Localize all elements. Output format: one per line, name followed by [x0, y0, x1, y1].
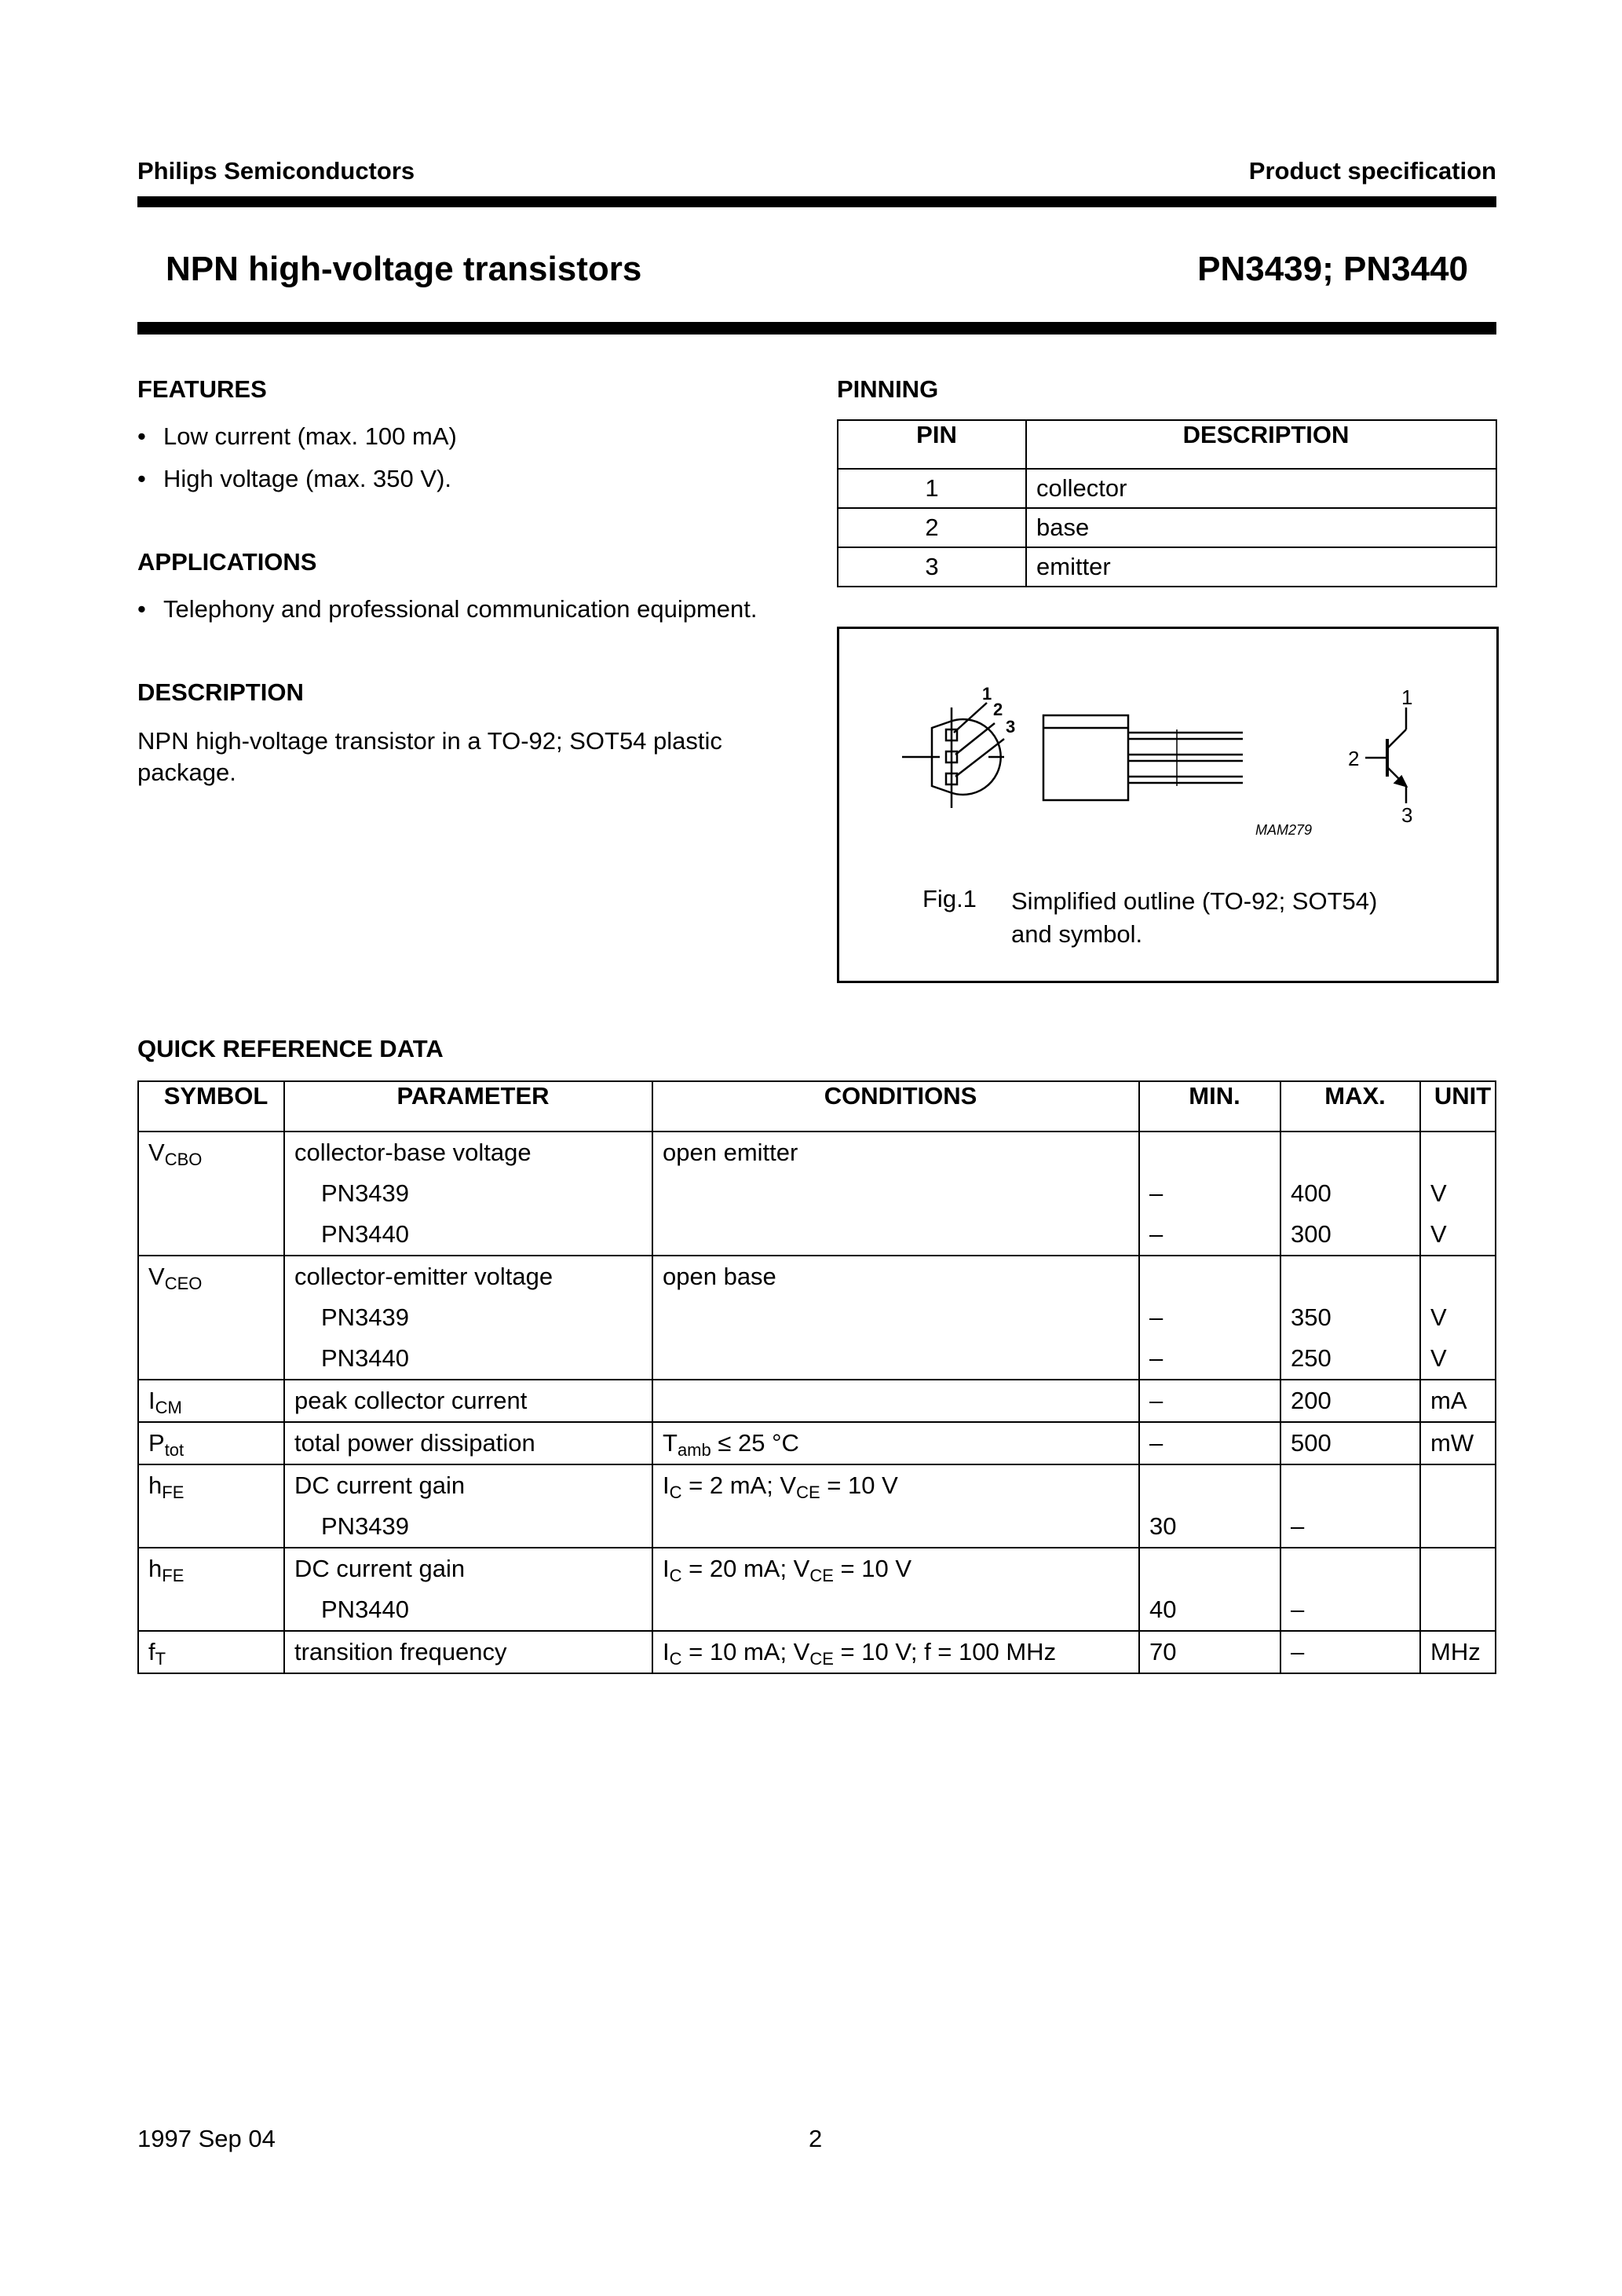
min-cell: 40	[1139, 1548, 1280, 1631]
parameter-column-header: PARAMETER	[284, 1081, 652, 1132]
table-header-row	[138, 1081, 1496, 1132]
symbol-pin-label-2: 2	[1348, 747, 1360, 770]
applications-heading: APPLICATIONS	[137, 548, 317, 576]
unit-cell: mA	[1420, 1380, 1496, 1422]
table-row	[138, 1464, 1496, 1548]
symbol-cell: $h_{FE}$	[138, 1464, 284, 1548]
description-line: NPN high-voltage transistor in a TO-92; SOT54 plastic	[137, 727, 722, 755]
unit-cell: MHz	[1420, 1631, 1496, 1673]
parameter-cell: collector-emitter voltage PN3439 PN3440	[284, 1256, 652, 1380]
feature-text: Low current (max. 100 mA)	[163, 422, 457, 450]
symbol-cell: $V_{CEO}$	[138, 1256, 284, 1380]
max-cell: –	[1280, 1548, 1420, 1631]
symbol-cell: $f_T$	[138, 1631, 284, 1673]
page-title: NPN high-voltage transistors	[166, 250, 642, 288]
min-cell: – –	[1139, 1132, 1280, 1256]
table-row	[838, 547, 1496, 587]
table-row	[138, 1631, 1496, 1673]
feature-text: High voltage (max. 350 V).	[163, 465, 452, 492]
figure-caption-line: Simplified outline (TO-92; SOT54)	[1011, 887, 1378, 915]
table-row	[838, 508, 1496, 547]
footer-date: 1997 Sep 04	[137, 2125, 276, 2152]
max-cell: 500	[1280, 1422, 1420, 1464]
outline-pin-label-2: 2	[993, 700, 1003, 719]
npn-symbol-collector	[1387, 729, 1406, 748]
parameter-cell: collector-base voltage PN3439 PN3440	[284, 1132, 652, 1256]
unit-column-header: UNIT	[1420, 1081, 1496, 1132]
pinning-heading: PINNING	[837, 375, 939, 403]
max-cell: –	[1280, 1631, 1420, 1673]
symbol-column-header: SYMBOL	[138, 1081, 284, 1132]
document-type: Product specification	[1248, 157, 1496, 185]
figure-caption	[1011, 885, 1377, 951]
symbol-pin-label-1: 1	[1401, 686, 1413, 709]
min-cell: –	[1139, 1380, 1280, 1422]
conditions-column-header: CONDITIONS	[652, 1081, 1139, 1132]
conditions-cell: $T_{amb} \le 25$ °C	[652, 1422, 1139, 1464]
figure-code: MAM279	[1255, 822, 1313, 838]
max-cell: 400 300	[1280, 1132, 1420, 1256]
description-heading: DESCRIPTION	[137, 678, 304, 706]
conditions-cell: $I_C = 20$ mA; $V_{CE} = 10$ V	[652, 1548, 1139, 1631]
parameter-cell: total power dissipation	[284, 1422, 652, 1464]
leader-line-1	[954, 703, 987, 733]
part-numbers: PN3439; PN3440	[1197, 250, 1468, 288]
conditions-cell	[652, 1380, 1139, 1422]
parameter-cell: peak collector current	[284, 1380, 652, 1422]
page-number: 2	[809, 2125, 823, 2152]
table-row	[138, 1380, 1496, 1422]
table-row	[138, 1548, 1496, 1631]
table-row	[838, 469, 1496, 508]
min-cell: – –	[1139, 1256, 1280, 1380]
unit-cell: mW	[1420, 1422, 1496, 1464]
table-row	[138, 1132, 1496, 1256]
outline-pin-label-3: 3	[1006, 717, 1016, 737]
parameter-cell: DC current gain PN3440	[284, 1548, 652, 1631]
description-text	[137, 726, 722, 788]
description-line: package.	[137, 759, 236, 786]
description-column-header: DESCRIPTION	[1026, 420, 1496, 469]
max-cell: 350 250	[1280, 1256, 1420, 1380]
unit-cell	[1420, 1464, 1496, 1548]
min-cell: 30	[1139, 1464, 1280, 1548]
min-cell: –	[1139, 1422, 1280, 1464]
conditions-cell: open emitter	[652, 1132, 1139, 1256]
application-text: Telephony and professional communication equipment.	[163, 595, 758, 623]
symbol-cell: $h_{FE}$	[138, 1548, 284, 1631]
parameter-cell: transition frequency	[284, 1631, 652, 1673]
conditions-cell: $I_C = 2$ mA; $V_{CE} = 10$ V	[652, 1464, 1139, 1548]
company-name: Philips Semiconductors	[137, 157, 415, 185]
header-rule	[137, 196, 1496, 207]
max-column-header: MAX.	[1280, 1081, 1420, 1132]
unit-cell: V V	[1420, 1256, 1496, 1380]
title-rule	[137, 322, 1496, 335]
pin-number: 3	[838, 547, 1026, 587]
symbol-cell: $P_{tot}$	[138, 1422, 284, 1464]
figure-caption-line: and symbol.	[1011, 920, 1143, 948]
symbol-cell: $V_{CBO}$	[138, 1132, 284, 1256]
unit-cell: V V	[1420, 1132, 1496, 1256]
pin-description: collector	[1026, 469, 1496, 508]
parameter-cell: DC current gain PN3439	[284, 1464, 652, 1548]
pin-description: base	[1026, 508, 1496, 547]
qrd-heading: QUICK REFERENCE DATA	[137, 1035, 444, 1062]
pin-number: 1	[838, 469, 1026, 508]
min-cell: 70	[1139, 1631, 1280, 1673]
min-column-header: MIN.	[1139, 1081, 1280, 1132]
table-row	[138, 1256, 1496, 1380]
conditions-cell: open base	[652, 1256, 1139, 1380]
symbol-pin-label-3: 3	[1401, 803, 1413, 827]
pin-column-header: PIN	[838, 420, 1026, 469]
features-heading: FEATURES	[137, 375, 267, 403]
pinning-table	[837, 419, 1497, 587]
pin-number: 2	[838, 508, 1026, 547]
figure-box	[837, 627, 1499, 983]
unit-cell	[1420, 1548, 1496, 1631]
symbol-cell: $I_{CM}$	[138, 1380, 284, 1422]
pin-description: emitter	[1026, 547, 1496, 587]
figure-label: Fig.1	[922, 885, 977, 912]
quick-reference-table	[137, 1080, 1496, 1674]
conditions-cell: $I_C = 10$ mA; $V_{CE} = 10$ V; f = 100 MHz	[652, 1631, 1139, 1673]
table-row	[138, 1422, 1496, 1464]
max-cell: 200	[1280, 1380, 1420, 1422]
max-cell: –	[1280, 1464, 1420, 1548]
outline-pin-label-1: 1	[982, 684, 992, 704]
